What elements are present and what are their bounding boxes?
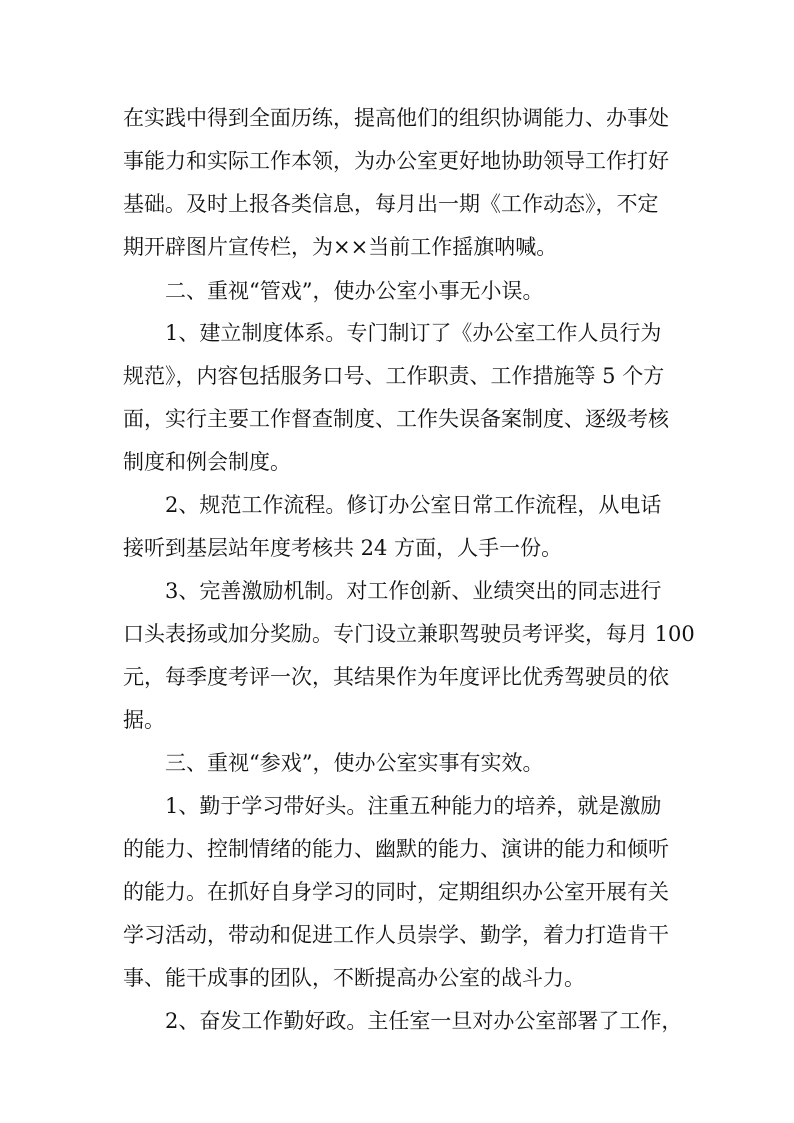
text-line: 基础。及时上报各类信息，每月出一期《工作动态》，不定 [123, 192, 659, 216]
text-line: 1、建立制度体系。专门制订了《办公室工作人员行为 [165, 321, 662, 345]
text-line: 3、完善激励机制。对工作创新、业绩突出的同志进行 [165, 579, 662, 603]
section-heading: 三、重视“参戏”，使办公室实事有实效。 [165, 751, 544, 775]
text-line: 1、勤于学习带好头。注重五种能力的培养，就是激励 [165, 794, 662, 818]
text-line: 面，实行主要工作督查制度、工作失误备案制度、逐级考核 [123, 407, 669, 431]
text-line: 制度和例会制度。 [123, 450, 291, 474]
text-line: 在实践中得到全面历练，提高他们的组织协调能力、办事处 [123, 106, 669, 130]
text-line: 2、奋发工作勤好政。主任室一旦对办公室部署了工作， [165, 1009, 683, 1033]
text-line: 事、能干成事的团队，不断提高办公室的战斗力。 [123, 966, 585, 990]
text-line: 口头表扬或加分奖励。专门设立兼职驾驶员考评奖，每月 100 [123, 622, 695, 646]
text-line: 规范》，内容包括服务口号、工作职责、工作措施等 5 个方 [123, 364, 665, 388]
text-line: 事能力和实际工作本领，为办公室更好地协助领导工作打好 [123, 149, 669, 173]
text-line: 元，每季度考评一次，其结果作为年度评比优秀驾驶员的依 [123, 665, 669, 689]
text-line: 接听到基层站年度考核共 24 方面，人手一份。 [123, 536, 563, 560]
text-line: 据。 [123, 708, 165, 732]
text-line: 的能力、控制情绪的能力、幽默的能力、演讲的能力和倾听 [123, 837, 669, 861]
text-line: 学习活动，带动和促进工作人员崇学、勤学，着力打造肯干 [123, 923, 669, 947]
text-line: 2、规范工作流程。修订办公室日常工作流程，从电话 [165, 493, 662, 517]
text-line: 期开辟图片宣传栏，为××当前工作摇旗呐喊。 [123, 235, 558, 259]
section-heading: 二、重视“管戏”，使办公室小事无小误。 [165, 279, 544, 303]
text-line: 的能力。在抓好自身学习的同时，定期组织办公室开展有关 [123, 880, 669, 904]
